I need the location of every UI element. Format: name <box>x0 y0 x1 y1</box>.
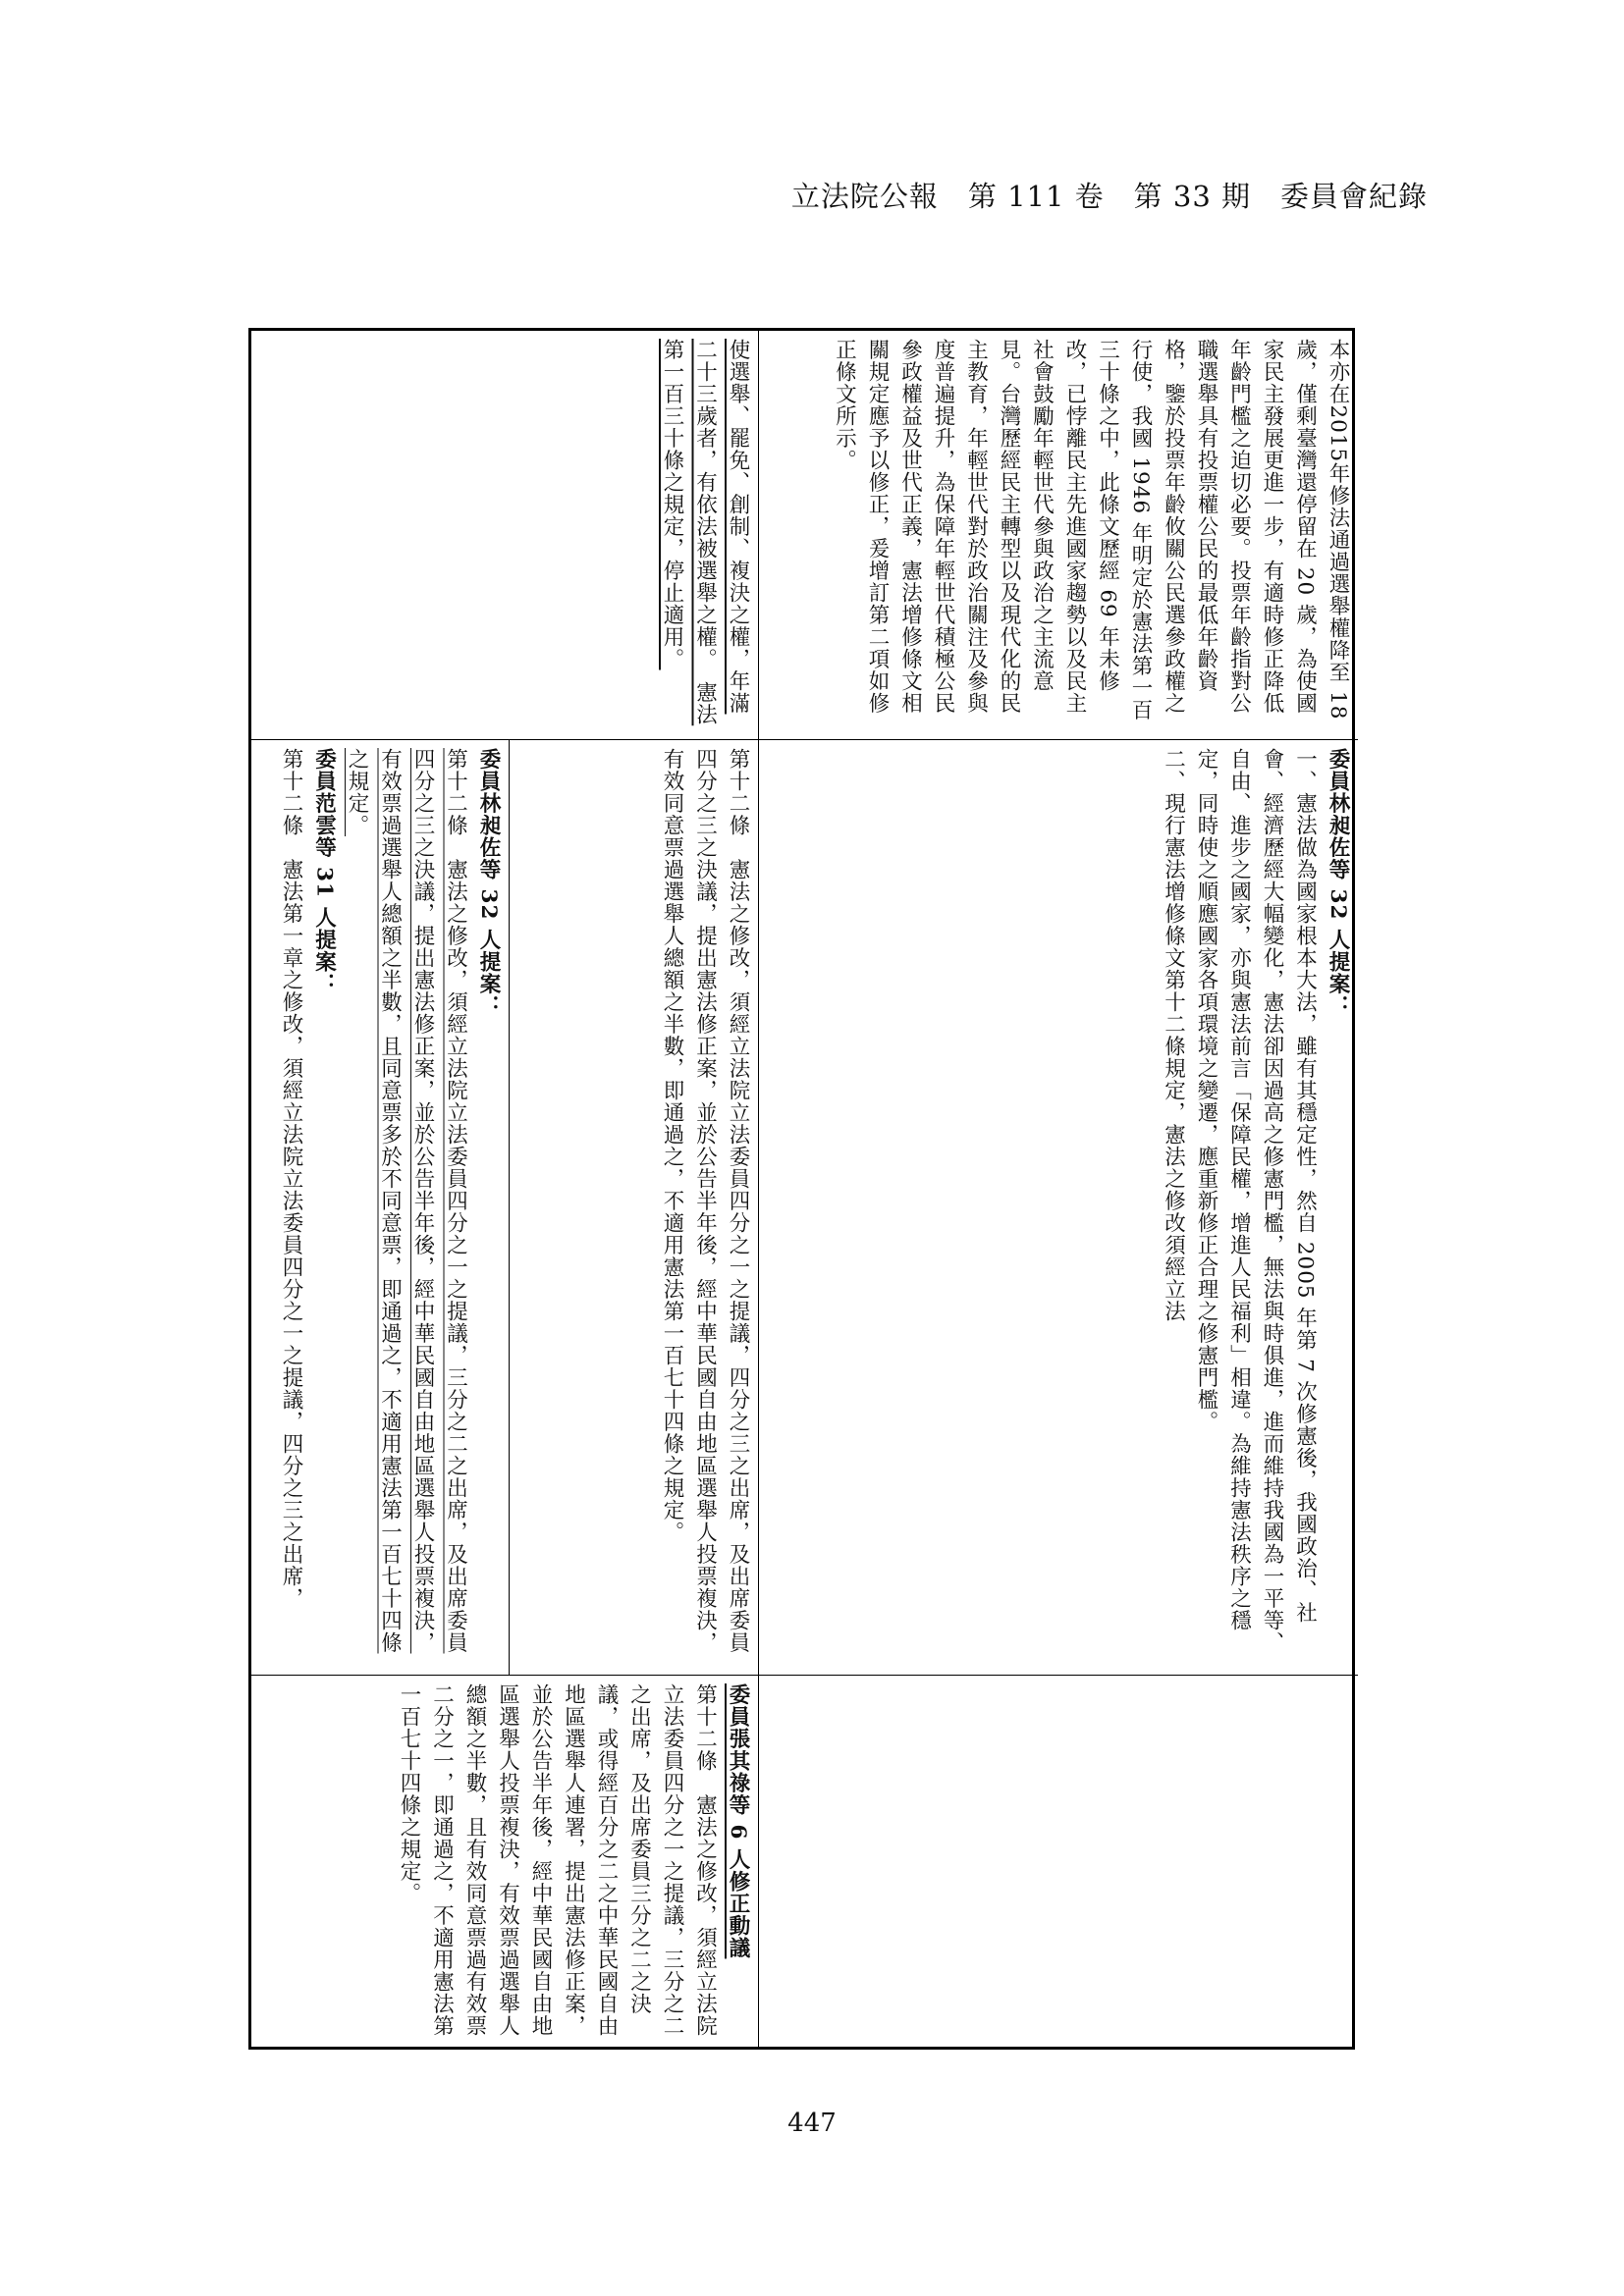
motion-text: 第十二條 憲法之修改，須經立法院立法委員四分之一之提議，三分之二之出席，及出席委員三分之二之決議，或得經百分之二之中華民國自由地區選舉人連署，提出憲法修正案，並於公告半年後，經中華民國自由地區選舉人投票複決，有效票過選舉人總額之半數，且有效同意票過有效票二分之一，即通過之，不適用憲法第一百七十四條之規定。 <box>397 1683 718 2037</box>
proposal-title-lin: 委員林昶佐等 32 人提案： <box>476 748 501 1017</box>
page-number: 447 <box>787 2109 837 2138</box>
amendment-cell-top <box>251 331 758 739</box>
table-section-middle <box>251 740 1358 1676</box>
explanation-cell-middle <box>758 740 1358 1675</box>
current-article-cell <box>509 740 758 1675</box>
table-section-bottom <box>251 1676 1358 2047</box>
table-section-top <box>251 331 1358 740</box>
gazette-header: 立法院公報 第 111 卷 第 33 期 委員會紀錄 <box>790 180 1428 213</box>
explanation-cell-bottom <box>758 1676 1358 2047</box>
explanation-text-top: 本亦在2015年修法通過選舉權降至 18 歲，僅剩臺灣還停留在 20 歲，為使國家民主發展更進一步，有適時修正降低年齡門檻之迫切必要。投票年齡指對公職選舉具有投票權公民的最低年齡資格，鑒於投票年齡攸關公民選參政權之行使，我國 1946 年明定於憲法第一百三十條之中，此條文歷經 69 年未修改，已悖離民主先進國家趨勢以及民主社會鼓勵年輕世代參與政治之主流意見。台灣歷經民主轉型以及現代化的民主教育，年輕世代對於政治關注及參與度普遍提升，為保障年輕世代積極公民參政權益及世代正義，憲法增修條文相關規定應予以修正，爰增訂第二項如修正條文所示。 <box>832 339 1350 721</box>
proposal-title-lin-reason: 委員林昶佐等 32 人提案： <box>1326 748 1350 1017</box>
explanation-text-middle: 一、憲法做為國家根本大法，雖有其穩定性，然自 2005 年第 7 次修憲後，我國政治、社會、經濟歷經大幅變化，憲法卻因過高之修憲門檻，無法與時俱進，進而維持我國為一平等、自由、進步之國家，亦與憲法前言「保障民權，增進人民福利」相違。為維持憲法秩序之穩定，同時使之順應國家各項環境之變遷，應重新修正合理之修憲門檻。 二、現行憲法增修條文第十二條規定，憲法之修改須經立法 <box>1161 748 1318 1654</box>
proposal-title-fan: 委員范雲等 31 人提案： <box>311 748 337 995</box>
proposed-article-text-lin: 第十二條 憲法之修改，須經立法院立法委員四分之一之提議，三分之二之出席，及出席委員四分之三之決議，提出憲法修正案，並於公告半年後，經中華民國自由地區選舉人投票複決，有效票過選舉人總額之半數，且同意票多於不同意票，即通過之，不適用憲法第一百七十四條之規定。 <box>345 748 468 1654</box>
motion-cell <box>251 1676 758 2047</box>
amendment-text-top: 使選舉、罷免、創制、複決之權，年滿二十三歲者，有依法被選舉之權。 憲法第一百三十條之規定，停止適用。 <box>660 339 750 726</box>
proposed-article-cell <box>251 740 509 1675</box>
current-article-text: 第十二條 憲法之修改，須經立法院立法委員四分之一之提議，四分之三之出席，及出席委員四分之三之決議，提出憲法修正案，並於公告半年後，經中華民國自由地區選舉人投票複決，有效同意票過選舉人總額之半數，即通過之，不適用憲法第一百七十四條之規定。 <box>660 748 750 1654</box>
proposal-table <box>248 328 1355 2050</box>
proposed-article-text-fan: 第十二條 憲法第一章之修改，須經立法院立法委員四分之一之提議，四分之三之出席， <box>279 748 303 1610</box>
motion-title: 委員張其祿等 6 人修正動議 <box>726 1683 750 1959</box>
explanation-cell-top <box>758 331 1358 739</box>
